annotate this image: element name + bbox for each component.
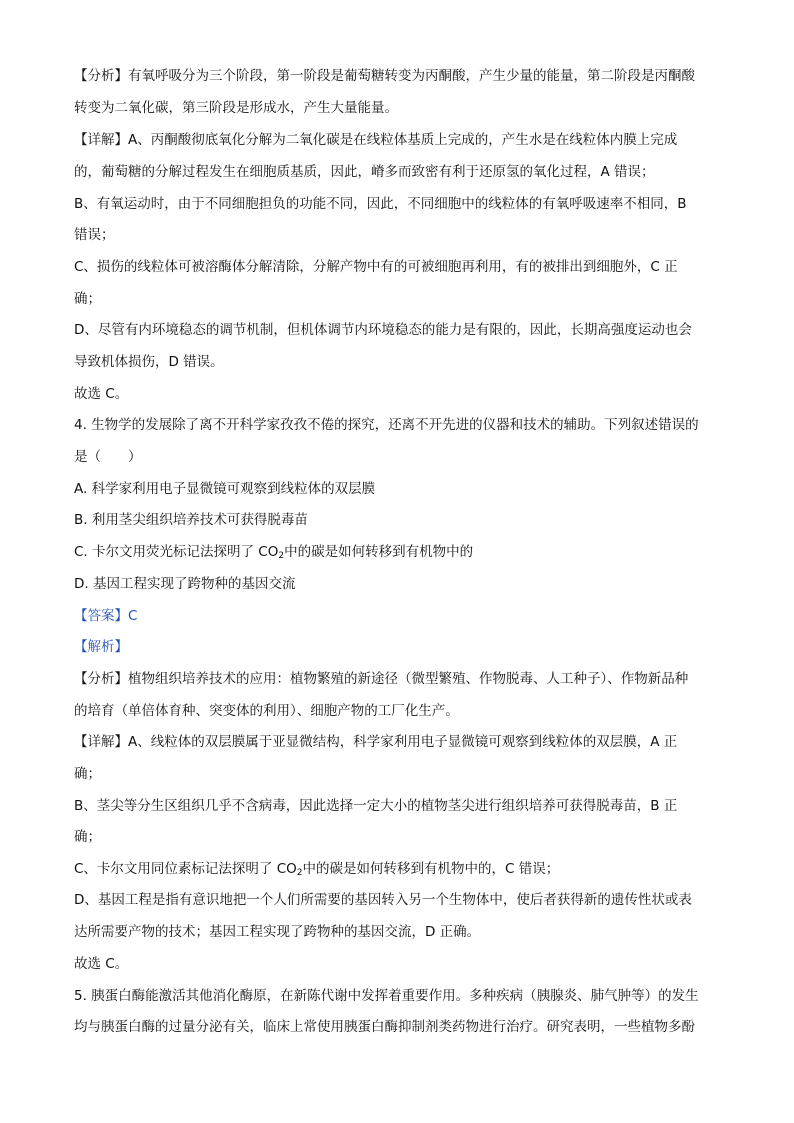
analysis-line: 的培育（单倍体育种、突变体的利用）、细胞产物的工厂化生产。 — [74, 703, 459, 719]
detail-line: C、卡尔文用同位素标记法探明了 $CO_2$中的碳是如何转移到有机物中的，C 错误； — [74, 861, 560, 878]
detail-line: 导致机体损伤，D 错误。 — [74, 354, 224, 370]
detail-tag: 【详解】 — [74, 132, 128, 148]
conclusion-line: 故选 C。 — [74, 956, 129, 972]
analysis-line: 转变为二氧化碳，第三阶段是形成水，产生大量能量。 — [74, 100, 398, 116]
question-4-stem: 是（ ） — [74, 449, 142, 465]
explanation-heading: 【解析】 — [74, 639, 128, 655]
detail-line: C、损伤的线粒体可被溶酶体分解清除，分解产物中有的可被细胞再利用，有的被排出到细胞外，C 正 — [74, 259, 678, 275]
detail-line: 错误； — [74, 227, 115, 243]
answer-value: C — [128, 608, 138, 624]
question-4-stem: 4. 生物学的发展除了离不开科学家孜孜不倦的探究，还离不开先进的仪器和技术的辅助。下列叙述错误的 — [74, 417, 699, 433]
detail-line: D、尽管有内环境稳态的调节机制，但机体调节内环境稳态的能力是有限的，因此，长期高强度运动也会 — [74, 322, 692, 338]
option-b: B. 利用茎尖组织培养技术可获得脱毒苗 — [74, 512, 308, 528]
option-a: A. 科学家利用电子显微镜可观察到线粒体的双层膜 — [74, 481, 376, 497]
option-c: C. 卡尔文用荧光标记法探明了 $CO_2$中的碳是如何转移到有机物中的 — [74, 544, 474, 561]
detail-line: B、有氧运动时，由于不同细胞担负的功能不同，因此，不同细胞中的线粒体的有氧呼吸速率不相同，B — [74, 196, 687, 212]
conclusion-line: 故选 C。 — [74, 386, 129, 402]
detail-line: 的，葡萄糖的分解过程发生在细胞质基质，因此，嵴多而致密有利于还原氢的氧化过程，A 错误； — [74, 164, 655, 180]
answer-line — [74, 606, 724, 626]
answer-tag: 【答案】 — [74, 608, 128, 624]
detail-line: B、茎尖等分生区组织几乎不含病毒，因此选择一定大小的植物茎尖进行组织培养可获得脱毒苗，B 正 — [74, 798, 678, 814]
detail-line: D、基因工程是指有意识地把一个人们所需要的基因转入另一个生物体中，使后者获得新的遗传性状或表 — [74, 892, 692, 908]
detail-line: 确； — [74, 766, 101, 782]
question-5-stem: 5. 胰蛋白酶能激活其他消化酶原，在新陈代谢中发挥着重要作用。多种疾病（胰腺炎、肺气肿等）的发生 — [74, 988, 699, 1004]
detail-line: 确； — [74, 291, 101, 307]
analysis-tag: 【分析】 — [74, 68, 128, 84]
analysis-line: 【分析】植物组织培养技术的应用：植物繁殖的新途径（微型繁殖、作物脱毒、人工种子）、作物新品种 — [74, 671, 689, 687]
detail-line: 【详解】A、丙酮酸彻底氧化分解为二氧化碳是在线粒体基质上完成的，产生水是在线粒体内膜上完成 — [74, 132, 678, 148]
detail-line: 【详解】A、线粒体的双层膜属于亚显微结构，科学家利用电子显微镜可观察到线粒体的双层膜，A 正 — [74, 734, 678, 750]
option-d: D. 基因工程实现了跨物种的基因交流 — [74, 576, 296, 592]
analysis-line: 【分析】有氧呼吸分为三个阶段，第一阶段是葡萄糖转变为丙酮酸，产生少量的能量，第二阶段是丙酮酸 — [74, 68, 695, 84]
detail-line: 确； — [74, 829, 101, 845]
analysis-tag: 【分析】 — [74, 671, 128, 687]
detail-line: 达所需要产物的技术；基因工程实现了跨物种的基因交流，D 正确。 — [74, 924, 481, 940]
question-5-stem: 均与胰蛋白酶的过量分泌有关，临床上常使用胰蛋白酶抑制剂类药物进行治疗。研究表明，一些植物多酚 — [74, 1019, 695, 1035]
detail-tag: 【详解】 — [74, 734, 128, 750]
